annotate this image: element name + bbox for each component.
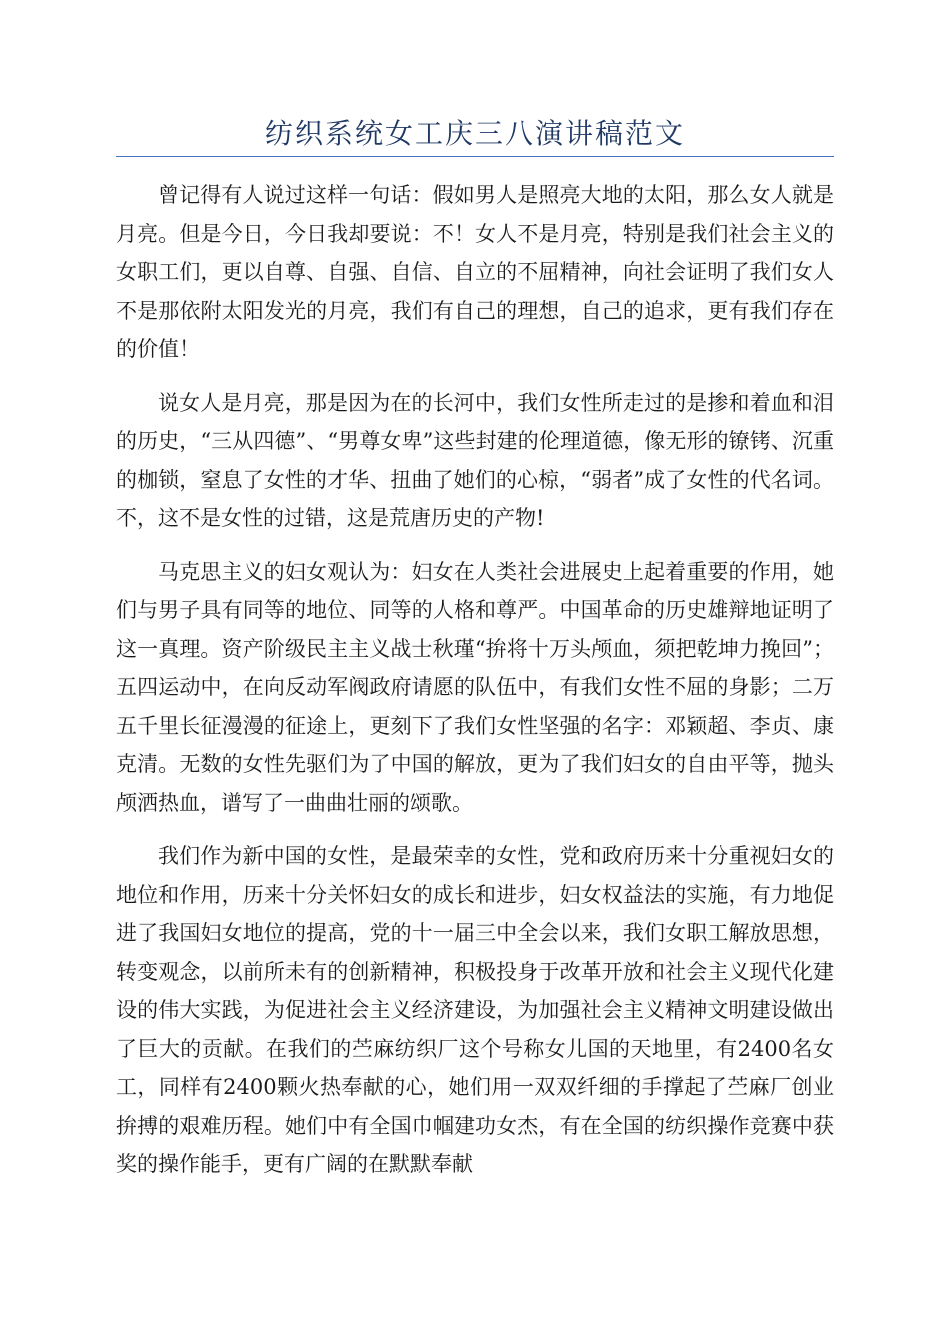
paragraph-2: 说女人是月亮，那是因为在的长河中，我们女性所走过的是掺和着血和泪的历史，“三从四德”、“男尊女卑”这些封建的伦理道德，像无形的镣铐、沉重的枷锁，窒息了女性的才华、扭曲了她们的心椋，“弱者”成了女性的代名词。不，这不是女性的过错，这是荒唐历史的产物!: [116, 390, 834, 530]
paragraph-3: 马克思主义的妇女观认为：妇女在人类社会进展史上起着重要的作用，她们与男子具有同等的地位、同等的人格和尊严。中国革命的历史雄辩地证明了这一真理。资产阶级民主主义战士秋瑾“拚将十万头颅血，须把乾坤力挽回”；五四运动中，在向反动军阀政府请愿的队伍中，有我们女性不屈的身影；二万五千里长征漫漫的征途上，更刻下了我们女性坚强的名字：邓颖超、李贞、康克清。无数的女性先驱们为了中国的解放，更为了我们妇女的自由平等，抛头颅洒热血，谱写了一曲曲壮丽的颂歌。: [116, 559, 834, 815]
page-title: 纺织系统女工庆三八演讲稿范文: [264, 117, 685, 150]
paragraph-4: 我们作为新中国的女性，是最荣幸的女性，党和政府历来十分重视妇女的地位和作用，历来十分关怀妇女的成长和进步，妇女权益法的实施，有力地促进了我国妇女地位的提高，党的十一届三中全会以来，我们女职工解放思想，转变观念，以前所未有的创新精神，积极投身于改革开放和社会主义现代化建设的伟大实践，为促进社会主义经济建设，为加强社会主义精神文明建设做出了巨大的贡献。在我们的苎麻纺织厂这个号称女儿国的天地里，有2400名女工，同样有2400颗火热奉献的心，她们用一双双纤细的手撑起了苎麻厂创业拚搏的艰难历程。她们中有全国巾帼建功女杰，有在全国的纺织操作竞赛中获奖的操作能手，更有广阔的在默默奉献: [116, 844, 834, 1176]
title-block: [116, 112, 834, 157]
document-body: [116, 176, 834, 1199]
paragraph-1: 曾记得有人说过这样一句话：假如男人是照亮大地的太阳，那么女人就是月亮。但是今日，今日我却要说：不！女人不是月亮，特别是我们社会主义的女职工们，更以自尊、自强、自信、自立的不屈精神，向社会证明了我们女人不是那依附太阳发光的月亮，我们有自己的理想，自己的追求，更有我们存在的价值！: [116, 183, 834, 361]
